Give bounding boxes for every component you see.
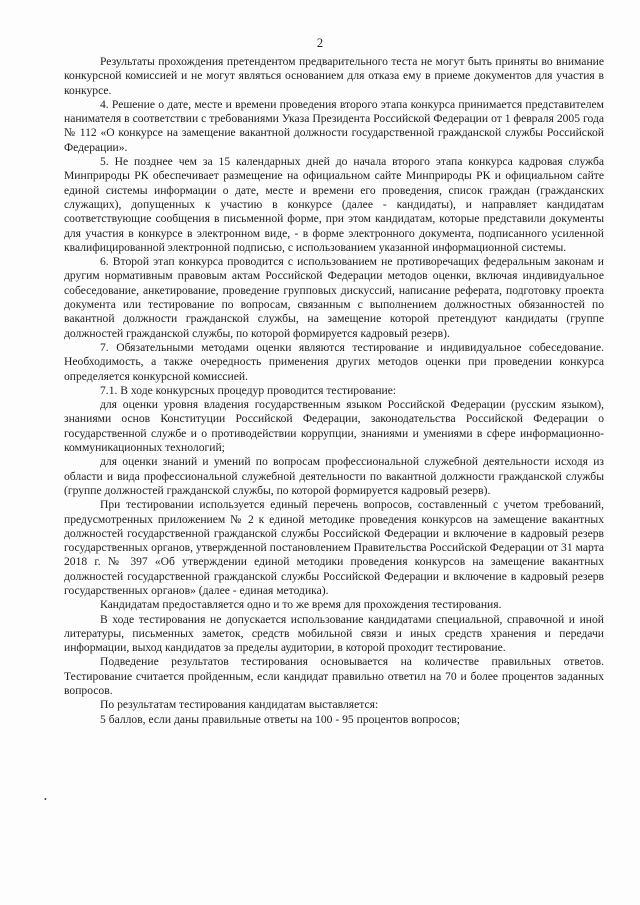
paragraph-7: 7. Обязательными методами оценки являются тестирование и индивидуальное собеседование. Необходимость, а также очередность применения других методов оценки при проведении конкурса определяется конкурсной комиссией. bbox=[64, 340, 604, 383]
paragraph-test-results-note: Результаты прохождения претендентом предварительного теста не могут быть приняты во внимание конкурсной комиссией и не могут являться основанием для отказа ему в приеме документов для участия в конкурсе. bbox=[64, 55, 604, 97]
paragraph-question-list: При тестировании используется единый перечень вопросов, составленный с учетом требований, предусмотренных приложением № 2 к единой методике проведения конкурсов на замещение вакантных должностей государственной гражданской службы Российской Федерации и включение в кадровый резерв государственных органов, утвержденной постановлением Правительства Российской Федерации от 31 марта 2018 г. № 397 «Об утверждении единой методики проведения конкурсов на замещение вакантных должностей государственной гражданской службы Российской Федерации и включение в кадровый резерв государственных органов» (далее - единая методика). bbox=[64, 498, 604, 597]
paragraph-professional-test: для оценки знаний и умений по вопросам профессиональной служебной деятельности исходя из области и вида профессиональной служебной деятельности по вакантной должности гражданской службы (группе должностей гражданской службы, по которой формируется кадровый резерв). bbox=[64, 455, 604, 497]
paragraph-score-5: 5 баллов, если даны правильные ответы на 100 - 95 процентов вопросов; bbox=[100, 712, 460, 726]
page-number: 2 bbox=[316, 36, 324, 50]
paragraph-language-test: для оценки уровня владения государственным языком Российской Федерации (русским языком), знаниями основ Конституции Российской Федерации, законодательства Российской Федерации о государственной службе и о противодействии коррупции, знаниями и умениями в сфере информационно-коммуникационных технологий; bbox=[64, 398, 604, 455]
document-body bbox=[64, 55, 604, 727]
paragraph-prohibitions: В ходе тестирования не допускается использование кандидатами специальной, справочной и иной литературы, письменных заметок, средств мобильной связи и иных средств хранения и передачи информации, выход кандидатов за пределы аудитории, в которой проходит тестирование. bbox=[64, 612, 604, 655]
paragraph-results-basis: Подведение результатов тестирования основывается на количестве правильных ответов. Тестирование считается пройденным, если кандидат правильно ответил на 70 и более процентов заданных вопросов. bbox=[64, 655, 604, 698]
paragraph-5: 5. Не позднее чем за 15 календарных дней до начала второго этапа конкурса кадровая служба Минприроды РК обеспечивает размещение на официальном сайте Минприроды РК и официальном сайте единой системы информации о дате, месте и времени его проведения, список граждан (гражданских служащих), допущенных к участию в конкурсе (далее - кандидаты), и направляет кандидатам соответствующие сообщения в письменной форме, при этом кандидатам, которые представили документы для участия в конкурсе в электронном виде, - в форме электронного документа, подписанного усиленной квалифицированной электронной подписью, с использованием указанной информационной системы. bbox=[64, 155, 604, 254]
paragraph-7-1: 7.1. В ходе конкурсных процедур проводится тестирование: bbox=[100, 383, 397, 397]
paragraph-4: 4. Решение о дате, месте и времени проведения второго этапа конкурса принимается представителем нанимателя в соответствии с требованиями Указа Президента Российской Федерации от 1 февраля 2005 года № 112 «О конкурсе на замещение вакантной должности государственной гражданской службы Российской Федерации». bbox=[64, 97, 604, 154]
margin-mark: • bbox=[44, 795, 47, 804]
paragraph-6: 6. Второй этап конкурса проводится с использованием не противоречащих федеральным законам и другим нормативным правовым актам Российской Федерации методов оценки, включая индивидуальное собеседование, анкетирование, проведение групповых дискуссий, написание реферата, подготовку проекта документа или тестирование по вопросам, связанным с выполнением должностных обязанностей по вакантной должности гражданской службы, на замещение которой претендуют кандидаты (группе должностей гражданской службы, по которой формируется кадровый резерв). bbox=[64, 255, 604, 340]
paragraph-scoring-intro: По результатам тестирования кандидатам выставляется: bbox=[100, 698, 379, 712]
paragraph-same-time: Кандидатам предоставляется одно и то же время для прохождения тестирования. bbox=[100, 598, 502, 612]
